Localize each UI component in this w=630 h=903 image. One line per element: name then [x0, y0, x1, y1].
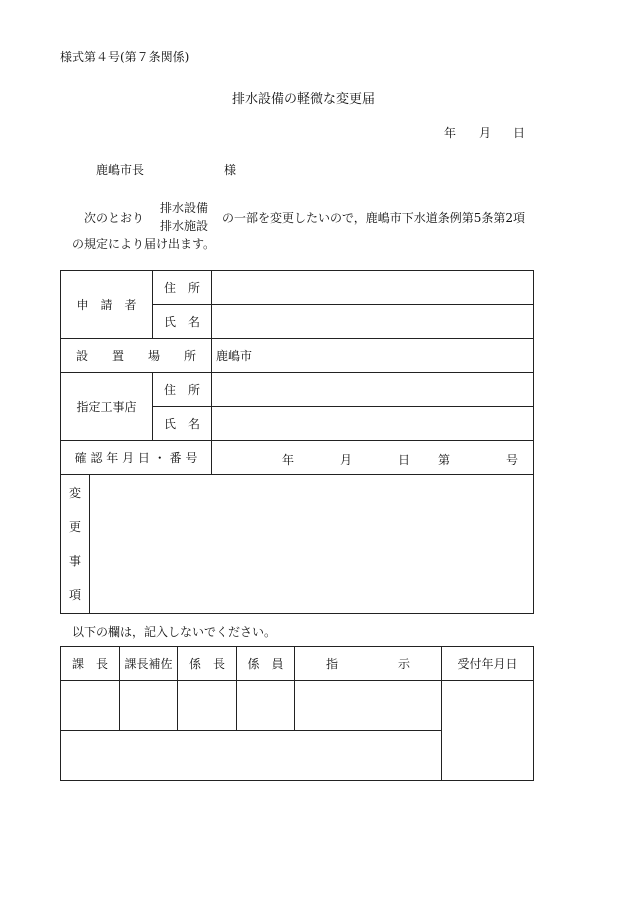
confirm-month: 月 [340, 453, 353, 467]
change-items-label [61, 475, 90, 614]
location-label: 設 置 場 所 [61, 339, 212, 373]
header-sub-chief: 係 長 [178, 647, 237, 681]
page-title: 排水設備の軽微な変更届 [232, 92, 376, 107]
date-day: 日 [513, 126, 526, 140]
change-items-field[interactable] [90, 475, 534, 614]
stamp-section-chief [61, 681, 120, 731]
contractor-name-label: 氏 名 [153, 407, 212, 441]
contractor-address-label: 住 所 [153, 373, 212, 407]
date-month: 月 [479, 126, 492, 140]
addressee-honorific: 様 [224, 163, 237, 177]
change-char-2: 更 [68, 520, 81, 534]
stamp-deputy-chief [120, 681, 178, 731]
header-instruction: 指 示 [295, 647, 442, 681]
stamp-staff [237, 681, 295, 731]
office-use-note: 以下の欄は，記入しないでください。 [72, 625, 277, 639]
applicant-address-label: 住 所 [153, 271, 212, 305]
instruction-field [295, 681, 442, 731]
confirm-day: 日 [398, 453, 411, 467]
form-number: 様式第４号(第７条関係) [60, 50, 190, 64]
body-tail: の一部を変更したいので，鹿嶋市下水道条例第5条第2項 [222, 211, 526, 225]
date-year: 年 [444, 126, 457, 140]
application-table [60, 270, 534, 614]
location-value[interactable]: 鹿嶋市 [212, 339, 534, 373]
body-lead: 次のとおり [84, 211, 145, 225]
change-char-1: 変 [68, 486, 81, 500]
header-deputy-chief: 課長補佐 [120, 647, 178, 681]
office-remarks-field [61, 731, 442, 781]
header-staff: 係 員 [237, 647, 295, 681]
header-section-chief: 課 長 [61, 647, 120, 681]
change-char-3: 事 [68, 554, 81, 568]
body-option-2: 排水施設 [160, 219, 209, 233]
office-use-table [60, 646, 534, 781]
applicant-address-field[interactable] [212, 271, 534, 305]
confirm-no: 第 [438, 453, 451, 467]
body-option-1: 排水設備 [160, 201, 209, 215]
contractor-label: 指定工事店 [61, 373, 153, 441]
addressee-name: 鹿嶋市長 [96, 163, 145, 177]
confirm-go: 号 [506, 453, 519, 467]
confirm-field[interactable] [212, 441, 534, 475]
change-char-4: 項 [68, 588, 81, 602]
contractor-address-field[interactable] [212, 373, 534, 407]
receipt-date-field [442, 681, 534, 781]
header-receipt-date: 受付年月日 [442, 647, 534, 681]
applicant-label: 申 請 者 [61, 271, 153, 339]
applicant-name-field[interactable] [212, 305, 534, 339]
stamp-sub-chief [178, 681, 237, 731]
confirm-year: 年 [282, 453, 295, 467]
applicant-name-label: 氏 名 [153, 305, 212, 339]
body-line-2: の規定により届け出ます。 [72, 237, 216, 251]
confirm-label: 確 認 年 月 日 ・ 番 号 [61, 441, 212, 475]
contractor-name-field[interactable] [212, 407, 534, 441]
